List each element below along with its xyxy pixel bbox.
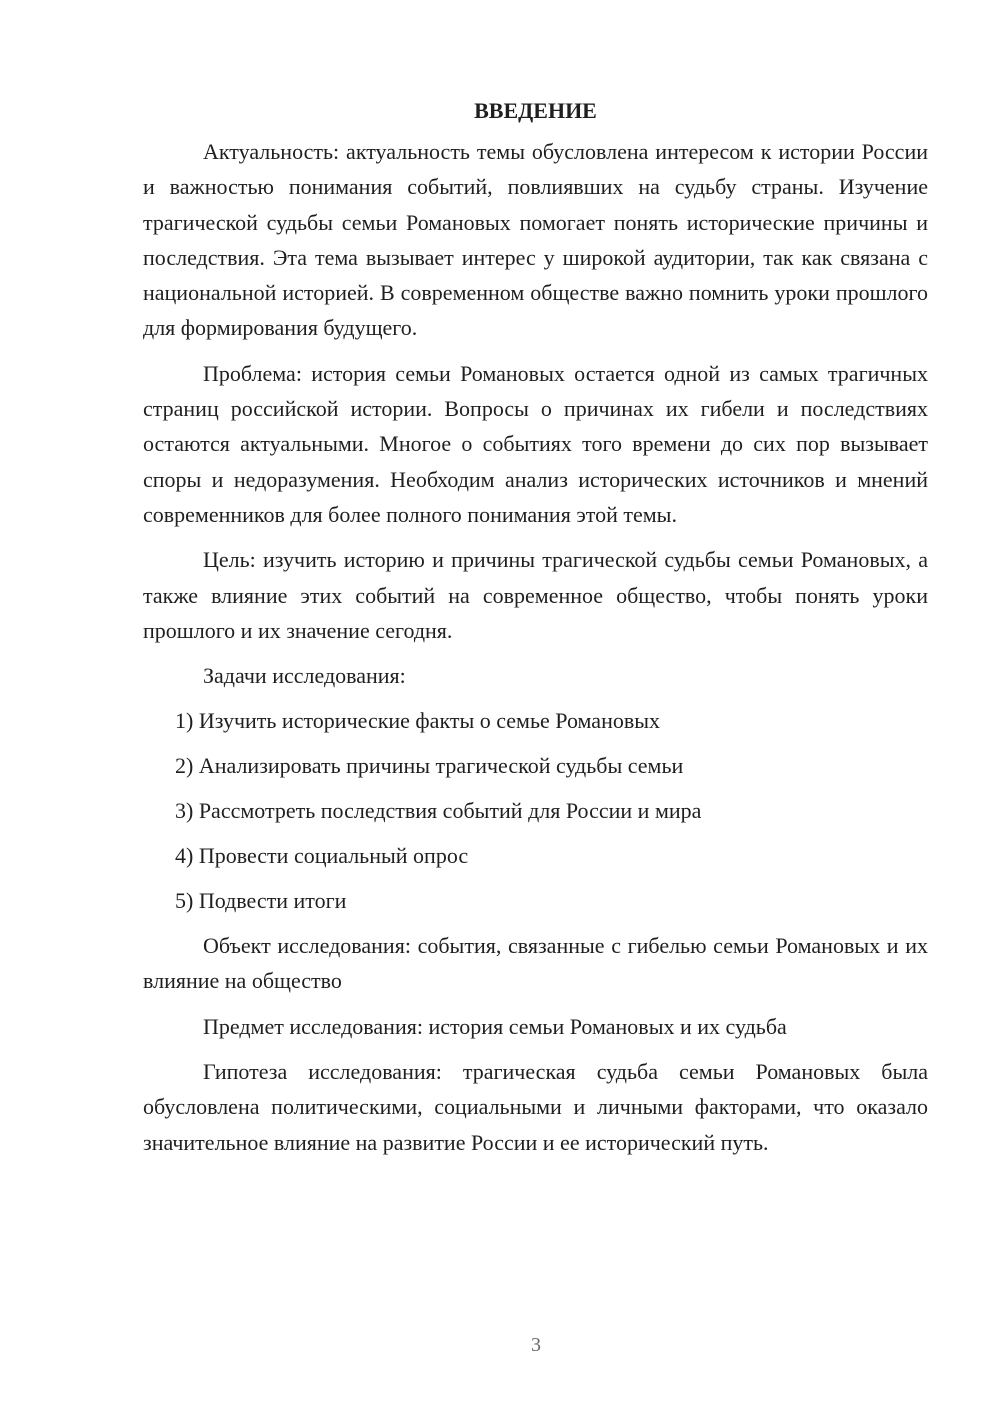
hypothesis-paragraph: Гипотеза исследования: трагическая судьба семьи Романовых была обусловлена политическими, социальными и личными факторами, что оказало значительное влияние на развитие России и ее исторический путь. [143, 1059, 928, 1155]
task-list [143, 703, 928, 918]
tasks-heading: Задачи исследования: [203, 663, 406, 689]
task-item-5: 5) Подвести итоги [175, 888, 347, 914]
page-number: 3 [531, 1334, 541, 1356]
page-title: ВВЕДЕНИЕ [474, 98, 597, 123]
relevance-paragraph: Актуальность: актуальность темы обусловлена интересом к истории России и важностью понимания событий, повлиявших на судьбу страны. Изучение трагической судьбы семьи Романовых помогает понять исторические причины и последствия. Эта тема вызывает интерес у широкой аудитории, так как связана с национальной историей. В современном обществе важно помнить уроки прошлого для формирования будущего. [143, 139, 928, 341]
task-item-2: 2) Анализировать причины трагической судьбы семьи [175, 753, 684, 779]
goal-paragraph: Цель: изучить историю и причины трагической судьбы семьи Романовых, а также влияние этих событий на современное общество, чтобы понять уроки прошлого и их значение сегодня. [143, 547, 928, 643]
object-paragraph: Объект исследования: события, связанные с гибелью семьи Романовых и их влияние на общество [143, 933, 928, 994]
task-item-3: 3) Рассмотреть последствия событий для России и мира [175, 798, 702, 824]
problem-paragraph: Проблема: история семьи Романовых остается одной из самых трагичных страниц российской истории. Вопросы о причинах их гибели и последствиях остаются актуальными. Многое о событиях того времени до сих пор вызывает споры и недоразумения. Необходим анализ исторических источников и мнений современников для более полного понимания этой темы. [143, 360, 928, 527]
page-content [143, 93, 928, 1160]
subject-paragraph: Предмет исследования: история семьи Романовых и их судьба [203, 1013, 787, 1039]
task-item-1: 1) Изучить исторические факты о семье Романовых [175, 708, 661, 734]
task-item-4: 4) Провести социальный опрос [175, 843, 469, 869]
